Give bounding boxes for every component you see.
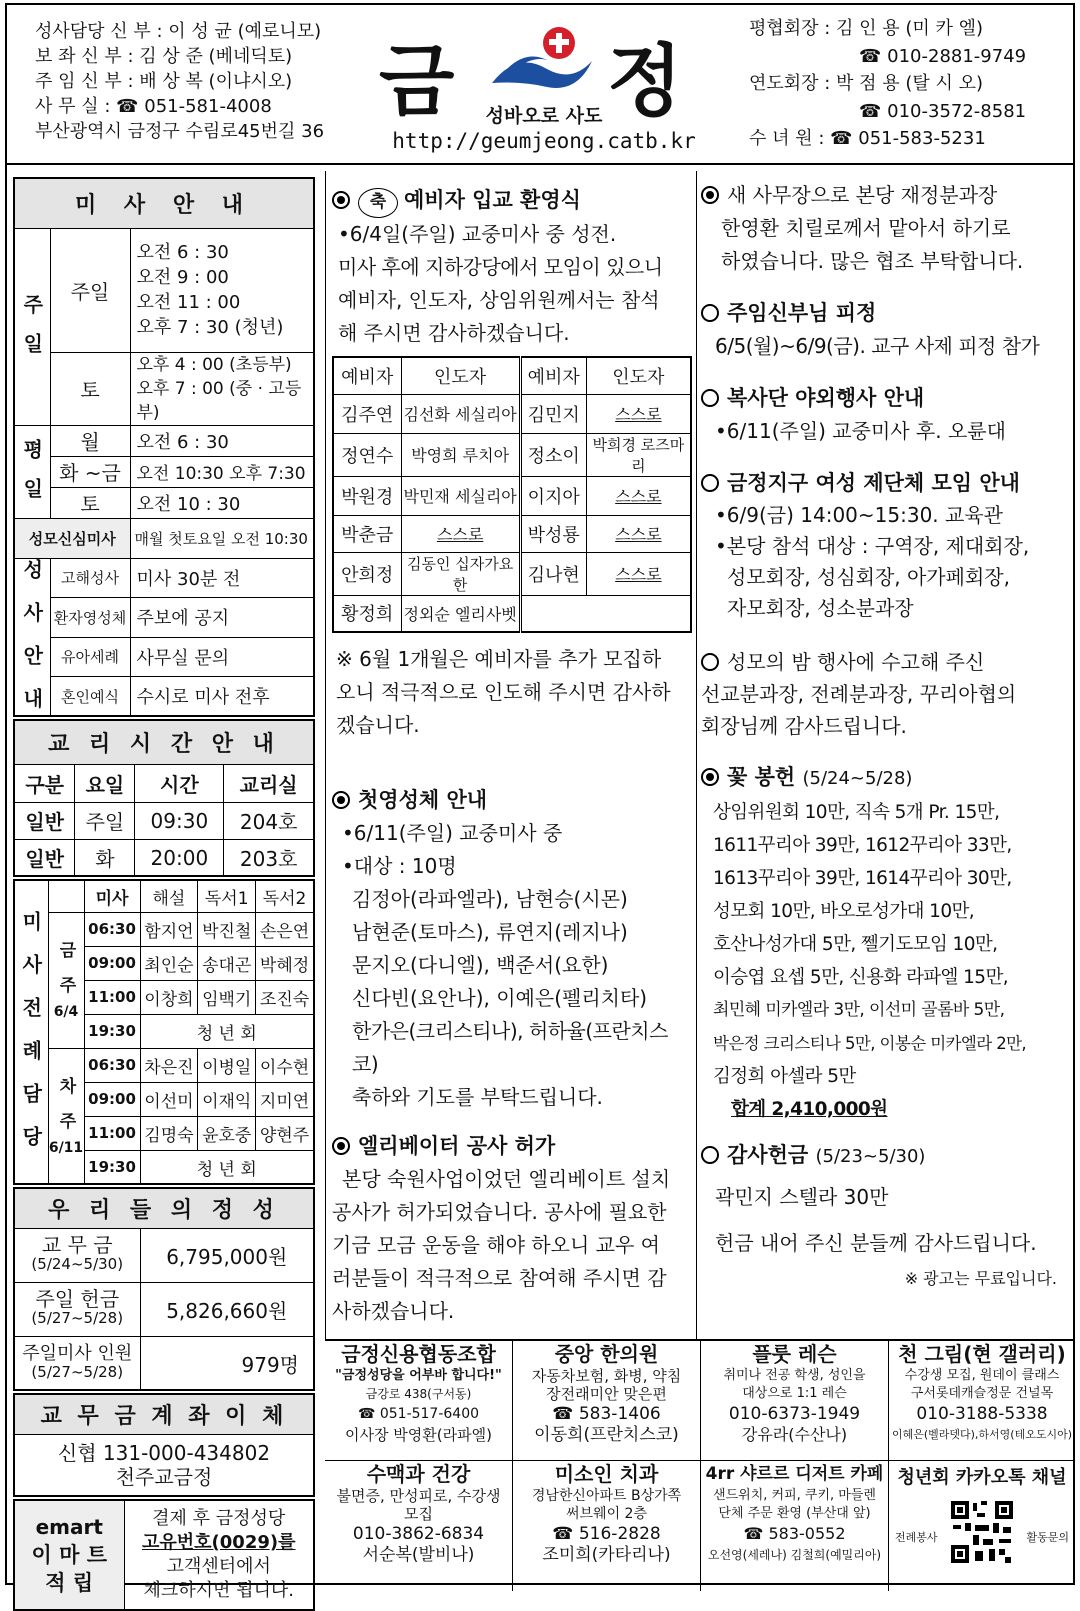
text-line: 새 사무장으로 본당 재정분과장 (727, 183, 998, 207)
offering-period: (5/27~5/28) (31, 1363, 124, 1382)
sponsor-name: 정외순 엘리사벳 (401, 595, 520, 632)
ad-phone: 010-6373-1949 (728, 1404, 861, 1424)
emart-line: 결제 후 금정성당 (152, 1508, 286, 1530)
first-communion-title: 첫영성체 안내 (358, 788, 488, 812)
ads-grid (325, 1339, 1075, 1589)
text-line: •대상 : 10명 (342, 854, 457, 878)
bullet-empty-icon (701, 389, 719, 407)
catechumen-title-row (332, 183, 692, 218)
catechumen-header: 인도자 (401, 357, 520, 394)
roster-time: 19:30 (84, 1014, 140, 1048)
catechumen-header: 인도자 (586, 357, 691, 394)
ad-name: 중앙 한의원 (554, 1342, 659, 1366)
elevator-text (332, 1163, 692, 1328)
council-phone: ☎ 010-2881-9749 (859, 45, 1027, 67)
flower-offering-title: 꽃 봉헌 (727, 765, 796, 789)
catechumen-table (332, 356, 692, 633)
ad-name: 미소인 치과 (554, 1462, 659, 1486)
sponsor-name: 스스로 (586, 394, 691, 433)
sponsor-name: 스스로 (586, 515, 691, 552)
catechumen-section (326, 171, 696, 742)
ad-owner: 이사장 박영환(라파엘) (345, 1426, 492, 1444)
council-line: 평협회장 : 김 인 용 (미 카 엘) (749, 18, 984, 39)
offering-label (14, 1228, 140, 1282)
catechumen-name: 박춘금 (333, 515, 401, 552)
ad-card (701, 1341, 889, 1461)
week1-date: 6/4 (53, 1003, 79, 1020)
offering-line: 1611꾸리아 39만, 1612꾸리아 33만, (713, 835, 1012, 856)
text-line: 공사가 허가되었습니다. 공사에 필요한 (332, 1200, 667, 1224)
roster-name: 차은진 (140, 1048, 198, 1082)
liturgy-roster-table (13, 879, 315, 1185)
monday-label: 월 (50, 425, 130, 456)
ad-owner: 이동희(프란치스코) (534, 1425, 679, 1445)
offering-table (13, 1187, 315, 1391)
roster-time: 09:00 (84, 946, 140, 980)
council-line: 연도회장 : 박 점 용 (탈 시 오) (749, 73, 984, 94)
catechism-table (13, 719, 315, 877)
catechumen-note (332, 643, 692, 742)
ad-desc: 수강생 모집, 원데이 클래스 (904, 1368, 1060, 1383)
text-line: 자모회장, 성소분과장 (727, 596, 914, 620)
women-groups-text (701, 500, 1057, 624)
ad-owner: 강유라(수산나) (741, 1425, 848, 1444)
offering-amount: 6,795,000원 (140, 1228, 314, 1282)
bullet-filled-icon (332, 791, 350, 809)
emart-code: 고유번호(0029)를 (142, 1532, 296, 1554)
sacrament-label: 성 사 안 내 (14, 558, 50, 716)
church-address: 부산광역시 금정구 수림로45번길 36 (35, 121, 325, 142)
ad-card (325, 1461, 513, 1591)
ad-name: 수맥과 건강 (366, 1462, 471, 1486)
catechumen-name: 정연수 (333, 433, 401, 476)
bullet-empty-icon (701, 474, 719, 492)
roster-name: 조진숙 (256, 980, 314, 1014)
free-ads-note: ※ 광고는 무료입니다. (904, 1269, 1057, 1288)
ad-phone: ☎ 051-517-6400 (357, 1406, 480, 1422)
text-line: 한가은(크리스티나), 허하율(프란치스코) (352, 1019, 668, 1076)
title-right: 정 (607, 36, 683, 127)
roster-name: 윤호중 (198, 1116, 256, 1150)
emart-brand: emart (35, 1515, 103, 1540)
catechumen-name: 김민지 (520, 394, 586, 433)
bullet-empty-icon (701, 1146, 719, 1164)
roster-name: 손은연 (256, 912, 314, 946)
roster-name: 지미연 (256, 1082, 314, 1116)
sacrament-name: 환자영성체 (50, 598, 130, 638)
heart-mass-time: 매월 첫토요일 오전 10:30 (130, 518, 314, 558)
first-communion-text (332, 817, 692, 1114)
account-number: 신협 131-000-434802 (57, 1441, 271, 1466)
text-line: 신다빈(요안나), 이예은(펠리치타) (352, 986, 648, 1010)
text-line: 오니 적극적으로 인도해 주시면 감사하 (336, 680, 671, 704)
text-line: •6/9(금) 14:00~15:30. 교육관 (715, 503, 1003, 527)
first-communion-title-row (332, 783, 692, 817)
ad-owner: 오선영(세레나) 김철희(예밀리아) (707, 1548, 882, 1562)
week2-name: 차 주 (55, 1076, 76, 1135)
catechumen-name: 박성룡 (520, 515, 586, 552)
text-line: 예비자, 인도자, 상임위원께서는 참석 (338, 288, 660, 312)
saturday-label: 토 (50, 352, 130, 425)
council-info (749, 15, 1026, 153)
ad-phone: 010-3188-5338 (916, 1404, 1048, 1424)
mass-time: 오후 7 : 00 (중 · 고등부) (136, 378, 302, 423)
ad-desc: 불면증, 만성피로, 수강생 (336, 1487, 501, 1505)
convent-phone: 수 녀 원 : ☎ 051-583-5231 (749, 128, 986, 149)
catechism-header: 교리실 (224, 764, 314, 802)
catechumen-name: 황정희 (333, 595, 401, 632)
thanksgiving-title: 감사헌금 (727, 1143, 809, 1167)
flower-offering-section (701, 760, 1057, 1126)
ad-desc: 구서롯데캐슬정문 건널목 (910, 1386, 1054, 1401)
roster-time: 19:30 (84, 1150, 140, 1184)
text-line: 겠습니다. (336, 713, 420, 737)
roster-name: 송대곤 (198, 946, 256, 980)
ad-phone: 010-3862-6834 (352, 1524, 485, 1544)
mass-schedule-table (13, 177, 315, 717)
first-communion-section (332, 783, 692, 1114)
flower-offering-total: 합계 2,410,000원 (731, 1099, 888, 1120)
flower-offering-list (701, 796, 1057, 1126)
text-line: 사하겠습니다. (332, 1299, 455, 1323)
bullet-filled-icon (701, 768, 719, 786)
ad-card (513, 1341, 701, 1461)
women-groups-title: 금정지구 여성 제단체 모임 안내 (727, 471, 1020, 495)
roster-name: 청 년 회 (140, 1014, 314, 1048)
attendance-count: 979명 (140, 1336, 314, 1390)
offering-line: 성모회 10만, 바오로성가대 10만, (713, 901, 975, 922)
thanksgiving-text (701, 1174, 1057, 1266)
roster-name: 이수현 (256, 1048, 314, 1082)
thanks-notice (701, 646, 1057, 742)
offering-line: 상임위원회 10만, 직속 5개 Pr. 15만, (713, 802, 1000, 823)
elevator-section (332, 1129, 692, 1328)
roster-time: 11:00 (84, 980, 140, 1014)
catechumen-name: 이지아 (520, 476, 586, 515)
ad-owner: 이혜은(벨라뎃다),하서영(테오도시아) (891, 1428, 1073, 1441)
account-name: 천주교금정 (115, 1465, 213, 1490)
offering-line: 박은정 크리스티나 5만, 이봉순 미카엘라 2만, (713, 1034, 1027, 1053)
offering-label (14, 1282, 140, 1336)
text-line: 하였습니다. 많은 협조 부탁합니다. (721, 249, 1024, 273)
ad-name: 청년회 카카오톡 채널 (897, 1467, 1067, 1488)
text-line: 선교분과장, 전례분과장, 꾸리아협의 (701, 682, 1017, 706)
saturday-weekday-time: 오전 10 : 30 (130, 487, 314, 518)
sponsor-name: 박희경 로즈마리 (586, 433, 691, 476)
catechumen-title: 예비자 입교 환영식 (404, 188, 581, 212)
text-line: 문지오(다니엘), 백준서(요한) (352, 953, 609, 977)
catechumen-name: 박원경 (333, 476, 401, 515)
liturgy-header: 해설 (140, 880, 198, 912)
roster-name: 함지언 (140, 912, 198, 946)
emart-table (13, 1499, 315, 1611)
clergy-info (35, 19, 324, 144)
catechumen-text (332, 218, 692, 350)
offering-period: (5/24~5/30) (31, 1255, 124, 1274)
emart-line: 체크하시면 됩니다. (143, 1580, 295, 1602)
retreat-notice (701, 296, 1057, 363)
sacrament-info: 사무실 문의 (130, 637, 314, 677)
ad-desc: 써브웨이 2층 (566, 1506, 647, 1522)
text-line: •6/11(주일) 교중미사 후. 오륜대 (715, 419, 1006, 443)
text-line: •6/11(주일) 교중미사 중 (342, 821, 563, 845)
ad-desc: "금정성당을 어부바 합니다!" (335, 1368, 502, 1383)
roster-name: 최인순 (140, 946, 198, 980)
thanksgiving-section (701, 1138, 1057, 1289)
ad-card (325, 1341, 513, 1461)
heart-mass-label: 성모신심미사 (14, 518, 130, 558)
mass-time: 오전 9 : 00 (136, 267, 229, 288)
retreat-title: 주임신부님 피정 (727, 301, 877, 325)
ad-desc: 경남한신아파트 B상가쪽 (531, 1488, 682, 1504)
offering-name: 교 무 금 (41, 1233, 113, 1258)
catechumen-header: 예비자 (520, 357, 586, 394)
ad-name: 플룻 레슨 (752, 1342, 837, 1366)
text-line: 헌금 내어 주신 분들께 감사드립니다. (715, 1231, 1037, 1255)
offering-line: 1613꾸리아 39만, 1614꾸리아 30만, (713, 868, 1012, 889)
text-line: 본당 숙원사업이었던 엘리베이트 설치 (342, 1167, 671, 1191)
ad-card (889, 1341, 1075, 1461)
altar-servers-title: 복사단 야외행사 안내 (727, 386, 925, 410)
sacrament-name: 유아세례 (50, 637, 130, 677)
mass-time: 오전 11 : 00 (136, 292, 241, 313)
text-line: 한영환 치릴로께서 맡아서 하기로 (721, 216, 1011, 240)
catechism-header: 요일 (75, 764, 135, 802)
ad-phone: ☎ 516-2828 (552, 1524, 661, 1544)
ad-phone: ☎ 583-0552 (743, 1524, 846, 1543)
saturday-weekday-label: 토 (50, 487, 130, 518)
text-line: 성모회장, 성심회장, 아가페회장, (727, 565, 1010, 589)
text-line: •본당 참석 대상 : 구역장, 제대회장, (715, 534, 1030, 558)
liturgy-header: 독서1 (198, 880, 256, 912)
bulletin-header (7, 5, 1073, 165)
bullet-filled-icon (332, 191, 350, 209)
sunday-label: 주 일 (14, 228, 50, 425)
ad-desc: 장전래미안 맞은편 (546, 1385, 667, 1403)
sponsor-name: 김동인 십자가요한 (401, 552, 520, 595)
roster-name: 이선미 (140, 1082, 198, 1116)
ad-owner: 서순복(발비나) (362, 1545, 475, 1565)
catechism-header: 시간 (135, 764, 224, 802)
week2-label (48, 1048, 84, 1184)
altar-servers-notice (701, 381, 1057, 448)
text-line: 성모의 밤 행사에 수고해 주신 (727, 650, 985, 674)
office-phone: 사 무 실 : ☎ 051-581-4008 (35, 96, 272, 117)
roster-name: 청 년 회 (140, 1150, 314, 1184)
catechism-cell: 일반 (14, 802, 75, 839)
roster-name: 임백기 (198, 980, 256, 1014)
offering-amount: 5,826,660원 (140, 1282, 314, 1336)
catechumen-name: 김나현 (520, 552, 586, 595)
catechumen-name: 안희정 (333, 552, 401, 595)
ad-desc: 자동차보험, 화병, 약침 (531, 1367, 682, 1385)
tue-fri-label: 화 ~금 (50, 456, 130, 487)
mass-title: 미 사 안 내 (14, 178, 314, 228)
roster-time: 06:30 (84, 912, 140, 946)
text-line: 회장님께 감사드립니다. (701, 714, 907, 738)
ad-name: 천 그림(현 갤러리) (898, 1342, 1066, 1366)
ad-desc: 단체 주문 환영 (부산대 앞) (718, 1506, 871, 1521)
clergy-line: 성사담당 신 부 : 이 성 균 (예로니모) (35, 21, 322, 42)
offering-line: 최민혜 미카엘라 3만, 이선미 골롬바 5만, (713, 1000, 1005, 1020)
catechism-cell: 화 (75, 839, 135, 876)
left-column (13, 177, 315, 1611)
ad-desc: 취미나 전공 학생, 성인을 (723, 1368, 866, 1383)
liturgy-header: 미사 (84, 880, 140, 912)
women-groups-notice (701, 466, 1057, 624)
emart-line: 고객센터에서 (166, 1556, 271, 1578)
emart-info (124, 1500, 314, 1610)
text-line: ※ 6월 1개월은 예비자를 추가 모집하 (336, 647, 662, 671)
sponsor-name: 스스로 (586, 552, 691, 595)
catechism-cell: 일반 (14, 839, 75, 876)
clergy-line: 주 임 신 부 : 배 상 복 (이냐시오) (35, 71, 293, 92)
week1-name: 금 주 (55, 940, 76, 999)
week1-label (48, 912, 84, 1048)
ad-desc: 대상으로 1:1 레슨 (742, 1386, 847, 1401)
roster-name: 박혜정 (256, 946, 314, 980)
catechism-title: 교 리 시 간 안 내 (14, 720, 314, 764)
text-line: 곽민지 스텔라 30만 (715, 1185, 889, 1209)
catechumen-header: 예비자 (333, 357, 401, 394)
monday-time: 오전 6 : 30 (130, 425, 314, 456)
ad-card (889, 1461, 1075, 1591)
parish-logo-icon (487, 21, 597, 101)
ad-owner: 조미희(카타리나) (542, 1545, 671, 1565)
elevator-title-row (332, 1129, 692, 1163)
text-line: 기금 모금 운동을 해야 하오니 교우 여 (332, 1233, 660, 1257)
roster-time: 06:30 (84, 1048, 140, 1082)
sponsor-name: 박민재 세실리아 (401, 476, 520, 515)
catechism-cell: 204호 (224, 802, 314, 839)
middle-column (325, 171, 697, 1339)
ad-card (701, 1461, 889, 1591)
roster-name: 이창희 (140, 980, 198, 1014)
offering-line: 이승엽 요셉 5만, 신용화 라파엘 15만, (713, 967, 1008, 988)
roster-name: 이재익 (198, 1082, 256, 1116)
offering-name: 주일 헌금 (35, 1287, 120, 1312)
parish-name: 성바오로 사도 (485, 105, 603, 127)
mass-time: 오후 4 : 00 (초등부) (136, 354, 292, 375)
saturday-times (130, 352, 314, 425)
sponsor-name: 박영희 루치아 (401, 433, 520, 476)
bullet-empty-icon (701, 304, 719, 322)
ad-phone: ☎ 583-1406 (552, 1404, 661, 1424)
account-table (13, 1393, 315, 1497)
sponsor-name: 김선화 세실리아 (401, 394, 520, 433)
roster-name: 김명숙 (140, 1116, 198, 1150)
text-line: 남현준(토마스), 류연지(레지나) (352, 920, 628, 944)
text-line: 6/5(월)~6/9(금). 교구 사제 피정 참가 (715, 334, 1040, 358)
right-column (701, 171, 1057, 1289)
catechism-cell: 주일 (75, 802, 135, 839)
celebration-badge-icon: 축 (358, 188, 398, 218)
text-line: 러분들이 적극적으로 참여해 주시면 감 (332, 1266, 667, 1290)
roster-name: 이병일 (198, 1048, 256, 1082)
liturgy-header: 독서2 (256, 880, 314, 912)
liturgy-side-label: 미 사 전 례 담 당 (14, 880, 48, 1184)
mass-time: 오후 7 : 30 (청년) (136, 317, 284, 338)
sponsor-name: 스스로 (401, 515, 520, 552)
title-left: 금 (379, 36, 455, 127)
sunday-sub: 주일 (50, 228, 130, 352)
bullet-filled-icon (701, 186, 719, 204)
account-info (14, 1434, 314, 1496)
sacrament-name: 혼인예식 (50, 677, 130, 717)
roster-time: 09:00 (84, 1082, 140, 1116)
ad-name: 4rr 샤르르 디저트 카페 (705, 1464, 884, 1484)
offering-name: 주일미사 인원 (22, 1343, 133, 1365)
offering-period: (5/27~5/28) (31, 1309, 124, 1328)
sacrament-info: 수시로 미사 전후 (130, 677, 314, 717)
catechumen-name: 김주연 (333, 394, 401, 433)
roster-name: 양현주 (256, 1116, 314, 1150)
weekday-label: 평 일 (14, 425, 50, 518)
elevator-title: 엘리베이터 공사 허가 (358, 1134, 556, 1158)
offering-label (14, 1336, 140, 1390)
text-line: 김정아(라파엘라), 남현승(시몬) (352, 887, 628, 911)
emart-title: 이 마 트 적 립 (31, 1543, 107, 1596)
mass-time: 오전 6 : 30 (136, 242, 229, 263)
catechism-header: 구분 (14, 764, 75, 802)
catechumen-name: 정소이 (520, 433, 586, 476)
parish-url[interactable]: http://geumjeong.catb.kr (392, 129, 696, 153)
catechism-cell: 20:00 (135, 839, 224, 876)
week2-date: 6/11 (48, 1139, 84, 1156)
text-line: •6/4일(주일) 교중미사 중 성전. (338, 222, 617, 246)
account-title: 교 무 금 계 좌 이 체 (14, 1394, 314, 1434)
tue-fri-time: 오전 10:30 오후 7:30 (130, 456, 314, 487)
roster-name: 박진철 (198, 912, 256, 946)
offering-line: 김정희 아셀라 5만 (713, 1066, 856, 1087)
office-manager-notice (701, 171, 1057, 278)
text-line: 축하와 기도를 부탁드립니다. (352, 1085, 603, 1109)
sacrament-info: 주보에 공지 (130, 598, 314, 638)
council-phone: ☎ 010-3572-8581 (859, 100, 1027, 122)
ad-desc: 금강로 438(구서동) (365, 1387, 472, 1401)
offering-title: 우 리 들 의 정 성 (14, 1188, 314, 1228)
sunday-times (130, 228, 314, 352)
ad-desc: 모집 (404, 1505, 433, 1523)
sacrament-name: 고해성사 (50, 558, 130, 598)
bulletin-page (5, 3, 1075, 1602)
text-line: 해 주시면 감사하겠습니다. (338, 321, 570, 345)
ad-desc: 샌드위치, 커피, 쿠키, 마들렌 (713, 1488, 876, 1503)
qr-code-icon[interactable] (949, 1499, 1015, 1565)
ad-card (513, 1461, 701, 1591)
emart-label (14, 1500, 124, 1610)
catechism-cell: 09:30 (135, 802, 224, 839)
flower-offering-date: (5/24~5/28) (802, 768, 913, 789)
ad-desc: 활동문의 (1026, 1531, 1069, 1544)
masthead (379, 11, 709, 161)
roster-time: 11:00 (84, 1116, 140, 1150)
text-line: 미사 후에 지하강당에서 모임이 있으니 (338, 255, 663, 279)
sponsor-name: 스스로 (586, 476, 691, 515)
catechism-cell: 203호 (224, 839, 314, 876)
sacrament-info: 미사 30분 전 (130, 558, 314, 598)
clergy-line: 보 좌 신 부 : 김 상 준 (베네딕토) (35, 46, 293, 67)
bullet-filled-icon (332, 1137, 350, 1155)
ad-name: 금정신용협동조합 (341, 1342, 496, 1366)
offering-line: 호산나성가대 5만, 쩰기도모임 10만, (713, 934, 998, 955)
bullet-empty-icon (701, 653, 719, 671)
thanksgiving-date: (5/23~5/30) (815, 1146, 926, 1167)
ad-desc: 전례봉사 (895, 1531, 938, 1544)
